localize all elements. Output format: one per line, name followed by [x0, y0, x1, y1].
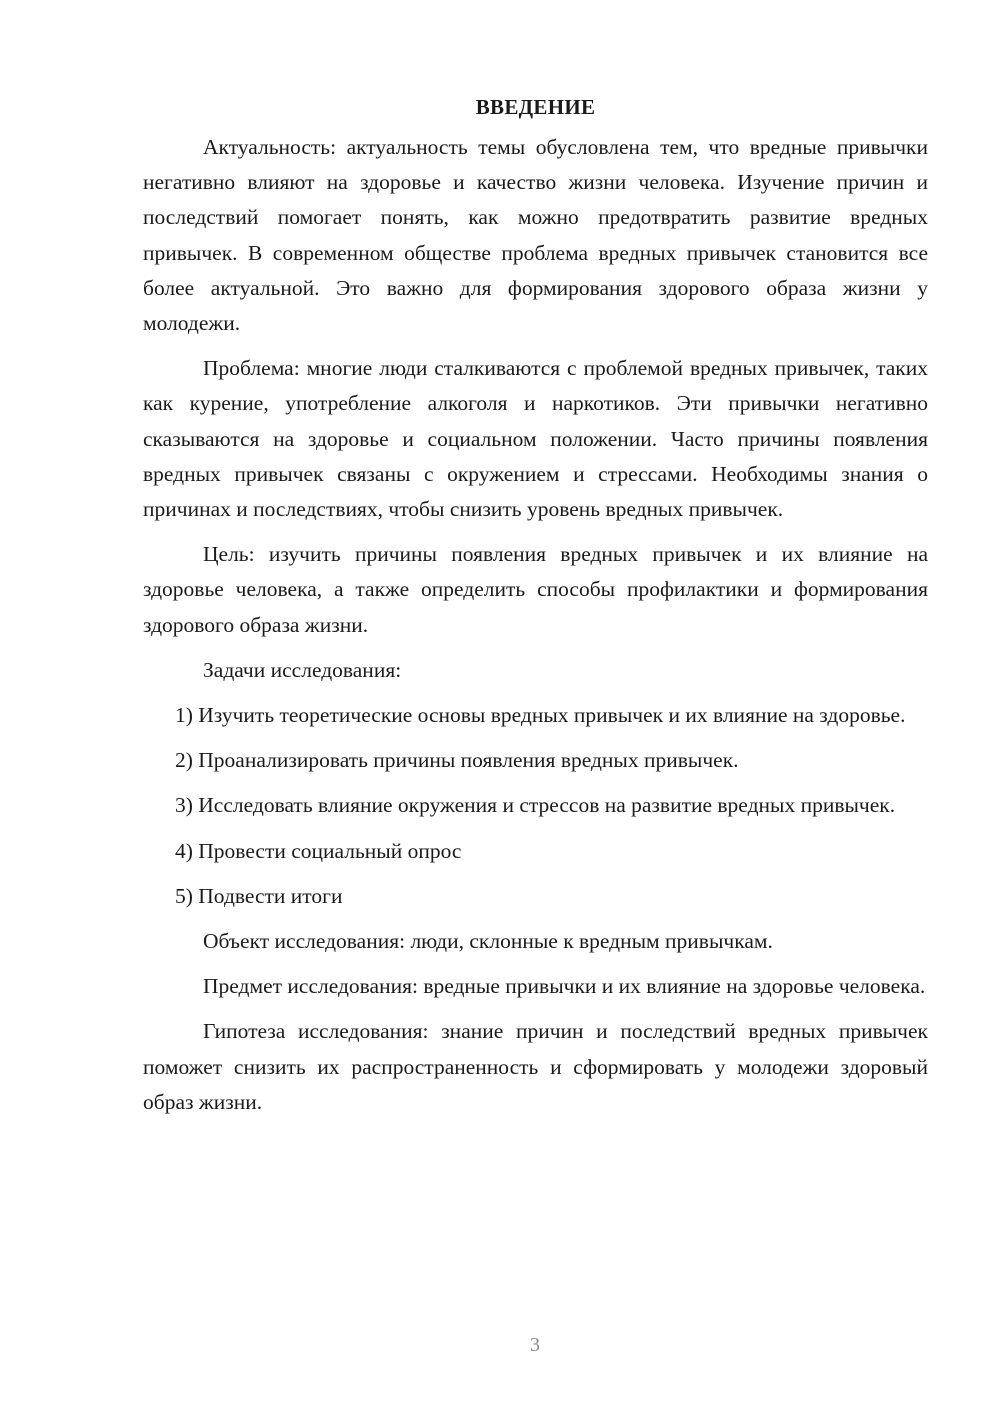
- tasks-heading: Задачи исследования:: [203, 657, 402, 682]
- paragraph-goal: Цель: изучить причины появления вредных привычек и их влияние на здоровье человека, а также определить способы профилактики и формирования здорового образа жизни.: [143, 542, 928, 637]
- paragraph-problem: Проблема: многие люди сталкиваются с проблемой вредных привычек, таких как курение, употребление алкоголя и наркотиков. Эти привычки негативно сказываются на здоровье и социальном положении. Часто причины появления вредных привычек связаны с окружением и стрессами. Необходимы знания о причинах и последствиях, чтобы снизить уровень вредных привычек.: [143, 356, 928, 522]
- paragraph-hypothesis: Гипотеза исследования: знание причин и последствий вредных привычек поможет снизить их распространенность и сформировать у молодежи здоровый образ жизни.: [143, 1019, 928, 1114]
- page-number: 3: [530, 1334, 540, 1356]
- task-item-2: 2) Проанализировать причины появления вредных привычек.: [175, 748, 739, 773]
- document-page: [143, 90, 928, 1130]
- task-item-4: 4) Провести социальный опрос: [175, 838, 462, 863]
- paragraph-object: Объект исследования: люди, склонные к вредным привычкам.: [203, 929, 773, 954]
- section-title: ВВЕДЕНИЕ: [475, 95, 596, 119]
- task-item-1: 1) Изучить теоретические основы вредных привычек и их влияние на здоровье.: [175, 703, 906, 728]
- task-item-5: 5) Подвести итоги: [175, 883, 343, 908]
- paragraph-relevance: Актуальность: актуальность темы обусловлена тем, что вредные привычки негативно влияют на здоровье и качество жизни человека. Изучение причин и последствий помогает понять, как можно предотвратить развитие вредных привычек. В современном обществе проблема вредных привычек становится все более актуальной. Это важно для формирования здорового образа жизни у молодежи.: [143, 135, 928, 336]
- paragraph-subject: Предмет исследования: вредные привычки и их влияние на здоровье человека.: [203, 974, 926, 999]
- task-item-3: 3) Исследовать влияние окружения и стрессов на развитие вредных привычек.: [175, 793, 896, 818]
